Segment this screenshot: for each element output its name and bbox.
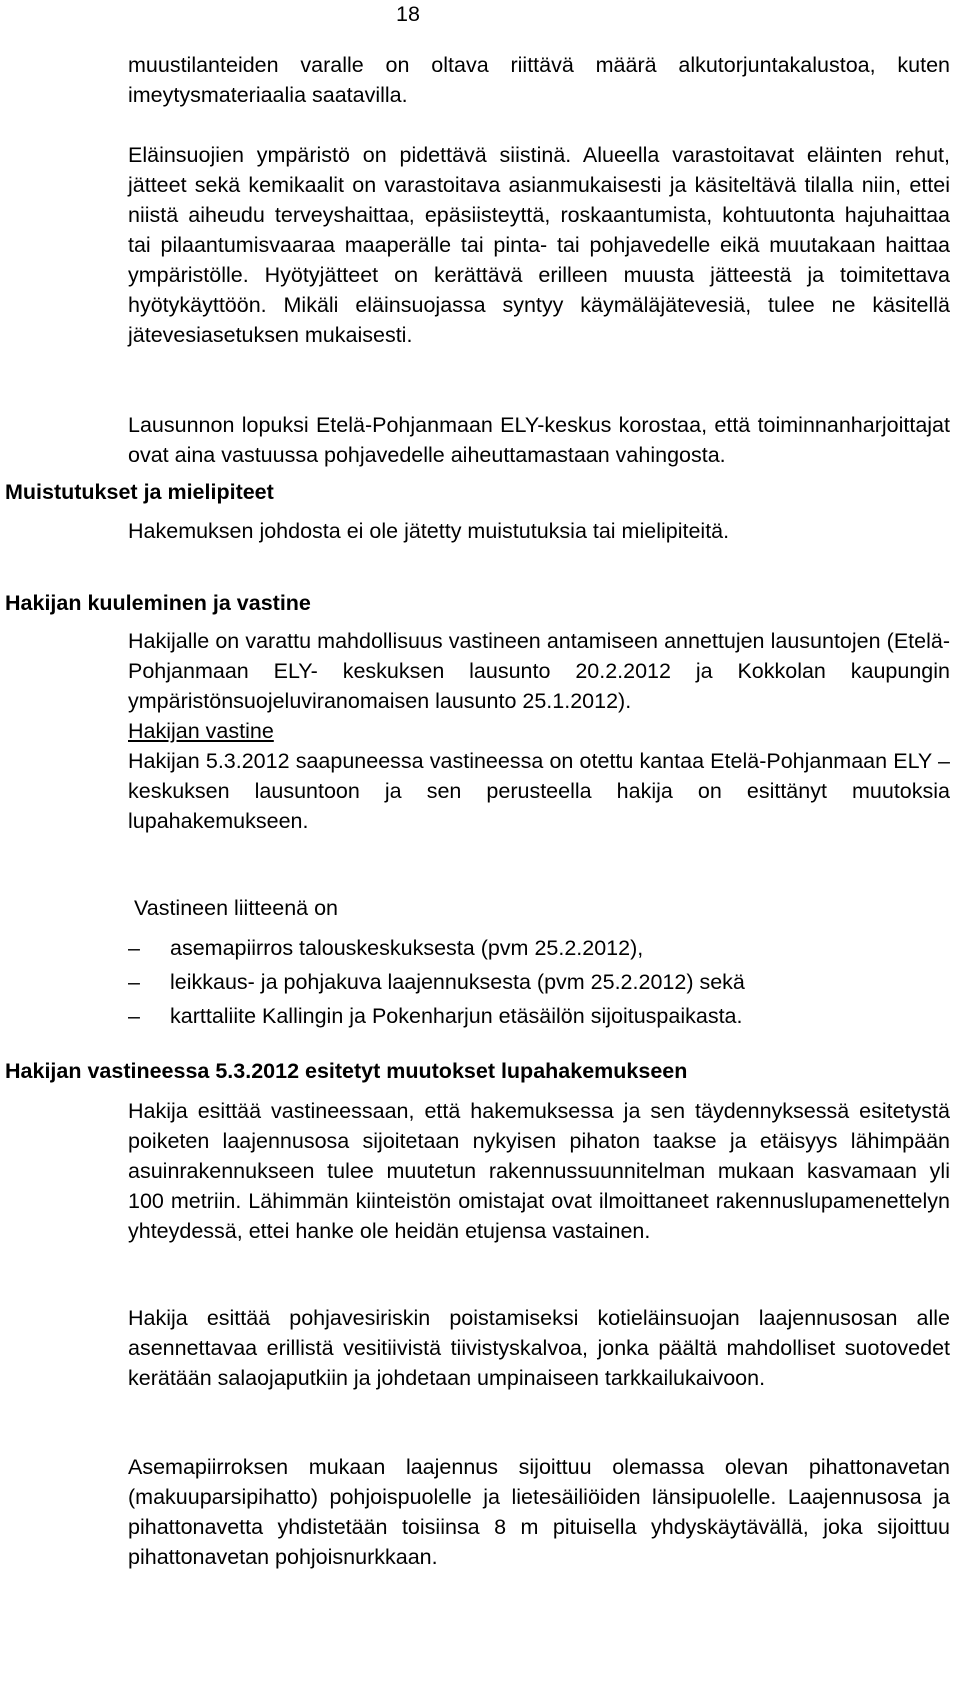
attachments-list [128,928,950,1030]
paragraph-text: Hakija esittää vastineessaan, että hakemuksessa ja sen täydennyksessä esitetystä poiketen laajennusosa sijoitetaan nykyisen pihaton taakse ja etäisyys lähimpään asuinrakennukseen tulee muutetun rakennussuunnitelman mukaan kasvamaan yli 100 metriin. Lähimmän kiinteistön omistajat ovat ilmoittaneet rakennuslupamenettelyn yhteydessä, ettei hanke ole heidän etujensa vastainen. [128,1099,950,1243]
paragraph-surroundings [128,140,950,350]
paragraph-text: Hakemuksen johdosta ei ole jätetty muistutuksia tai mielipiteitä. [128,519,730,543]
paragraph-contingency [128,50,950,110]
page-number: 18 [396,2,420,26]
list-item-text: karttaliite Kallingin ja Pokenharjun etäsäilön sijoituspaikasta. [170,1004,743,1028]
paragraph-text: muustilanteiden varalle on oltava riittävä määrä alkutorjuntakalustoa, kuten imeytysmateriaalia saatavilla. [128,53,950,107]
paragraph-text: Asemapiirroksen mukaan laajennus sijoittuu olemassa olevan pihattonavetan (makuuparsipihatto) pohjoispuolelle ja lietesäiliöiden länsipuolelle. Laajennusosa ja pihattonavetta yhdistetään toisiinsa 8 m pituisella yhdyskäytävällä, joka sijoittuu pihattonavetan pohjoisnurkkaan. [128,1455,950,1569]
paragraph-text: Hakijan 5.3.2012 saapuneessa vastineessa on otettu kantaa Etelä-Pohjanmaan ELY – keskuksen lausuntoon ja sen perusteella hakija on esittänyt muutoksia lupahakemukseen. [128,749,950,833]
subheading-applicant-response: Hakijan vastine [128,719,274,743]
section-heading-hearing: Hakijan kuuleminen ja vastine [5,591,311,615]
dash-bullet: – [128,936,140,960]
list-item-text: asemapiirros talouskeskuksesta (pvm 25.2.2012), [170,936,644,960]
attachments-label: Vastineen liitteenä on [134,896,338,920]
section-body-hearing [128,626,950,716]
paragraph-conclusion [128,410,950,470]
paragraph-text: Eläinsuojien ympäristö on pidettävä siistinä. Alueella varastoitavat eläinten rehut, jätteet sekä kemikaalit on varastoitava asianmukaisesti ja käsiteltävä tilalla niin, ettei niistä aiheudu terveyshaittaa, epäsiisteyttä, roskaantumista, kohtuutonta hajuhaittaa tai pilaantumisvaaraa maaperälle tai pinta- tai pohjavedelle eikä muutakaan haittaa ympäristölle. Hyötyjätteet on kerättävä erilleen muusta jätteestä ja toimitettava hyötykäyttöön. Mikäli eläinsuojassa syntyy käymäläjätevesiä, tulee ne käsitellä jätevesiasetuksen mukaisesti. [128,143,950,347]
paragraph-text: Hakijalle on varattu mahdollisuus vastineen antamiseen annettujen lausuntojen (Etelä-Pohjanmaan ELY- keskuksen lausunto 20.2.2012 ja Kokkolan kaupungin ympäristönsuojeluviranomaisen lausunto 25.1.2012). [128,629,950,713]
attachments-block [128,893,950,1030]
list-item [128,996,950,1030]
list-item-text: leikkaus- ja pohjakuva laajennuksesta (pvm 25.2.2012) sekä [170,970,745,994]
list-item [128,928,950,962]
subsection-applicant-response [128,716,950,836]
dash-bullet: – [128,970,140,994]
section-heading-changes: Hakijan vastineessa 5.3.2012 esitetyt muutokset lupahakemukseen [5,1059,688,1083]
section-body-changes [128,1096,950,1246]
section-body-objections [128,516,950,546]
paragraph-text: Lausunnon lopuksi Etelä-Pohjanmaan ELY-keskus korostaa, että toiminnanharjoittajat ovat aina vastuussa pohjavedelle aiheuttamastaan vahingosta. [128,413,950,467]
paragraph-text: Hakija esittää pohjavesiriskin poistamiseksi kotieläinsuojan laajennusosan alle asennettavaa erillistä vesitiivistä tiivistyskalvoa, jonka päältä mahdolliset suotovedet kerätään salaojaputkiin ja johdetaan umpinaiseen tarkkailukaivoon. [128,1306,950,1390]
dash-bullet: – [128,1004,140,1028]
paragraph-groundwater [128,1303,950,1393]
list-item [128,962,950,996]
section-heading-objections: Muistutukset ja mielipiteet [5,480,274,504]
paragraph-site-plan [128,1452,950,1572]
